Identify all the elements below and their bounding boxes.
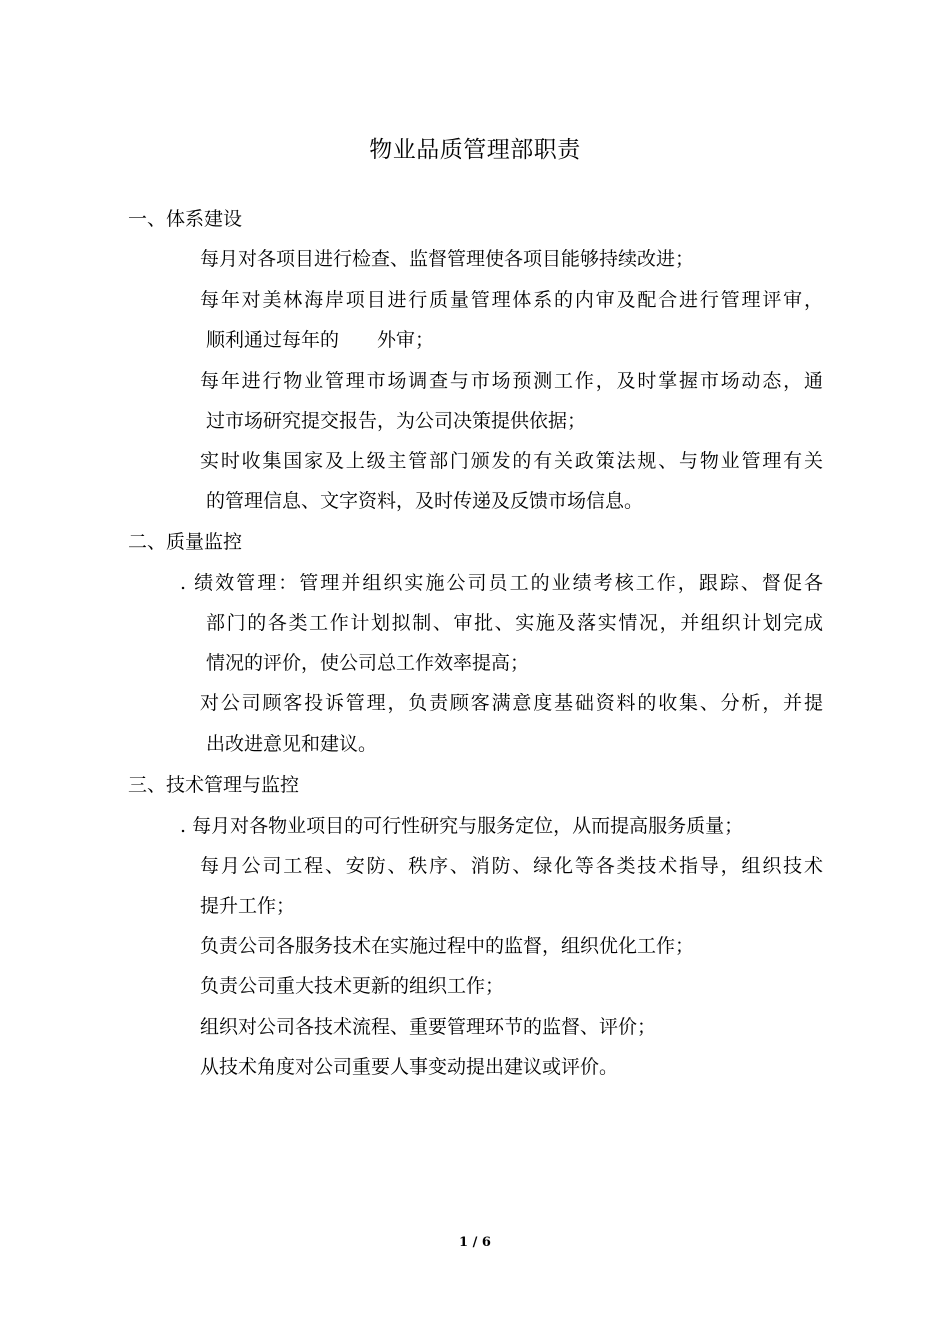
section-line: 部门的各类工作计划拟制、审批、实施及落实情况，并组织计划完成 [206, 612, 823, 634]
section-line: 负责公司重大技术更新的组织工作； [200, 975, 505, 997]
page-number: 1 / 6 [459, 1235, 491, 1250]
section-line: 提升工作； [200, 895, 296, 917]
section-line: 每年对美林海岸项目进行质量管理体系的内审及配合进行管理评审， [200, 289, 823, 311]
section-line: 出改进意见和建议。 [206, 733, 378, 755]
section-heading-technical: 三、技术管理与监控 [128, 774, 300, 796]
document-title: 物业品质管理部职责 [369, 137, 581, 163]
section-line: 从技术角度对公司重要人事变动提出建议或评价。 [200, 1056, 619, 1078]
section-line: 负责公司各服务技术在实施过程中的监督，组织优化工作； [200, 935, 695, 957]
section-line: 每月对各项目进行检查、监督管理使各项目能够持续改进； [200, 248, 695, 270]
section-line: 每月公司工程、安防、秩序、消防、绿化等各类技术指导，组织技术 [200, 855, 823, 877]
section-line: 的管理信息、文字资料，及时传递及反馈市场信息。 [206, 490, 644, 512]
section-line: 每年进行物业管理市场调查与市场预测工作，及时掌握市场动态，通 [200, 370, 823, 392]
section-heading-quality: 二、质量监控 [128, 531, 243, 553]
section-line: . 每月对各物业项目的可行性研究与服务定位，从而提高服务质量； [180, 815, 744, 837]
section-heading-system: 一、体系建设 [128, 208, 243, 230]
section-line: 对公司顾客投诉管理，负责顾客满意度基础资料的收集、分析，并提 [200, 692, 823, 714]
section-line: 顺利通过每年的 外审； [206, 329, 435, 351]
section-line: 组织对公司各技术流程、重要管理环节的监督、评价； [200, 1016, 657, 1038]
section-line: 情况的评价，使公司总工作效率提高； [206, 652, 530, 674]
section-line: 过市场研究提交报告，为公司决策提供依据； [206, 410, 587, 432]
section-line: 实时收集国家及上级主管部门颁发的有关政策法规、与物业管理有关 [200, 450, 823, 472]
section-line: . 绩效管理：管理并组织实施公司员工的业绩考核工作，跟踪、督促各 [180, 572, 823, 594]
